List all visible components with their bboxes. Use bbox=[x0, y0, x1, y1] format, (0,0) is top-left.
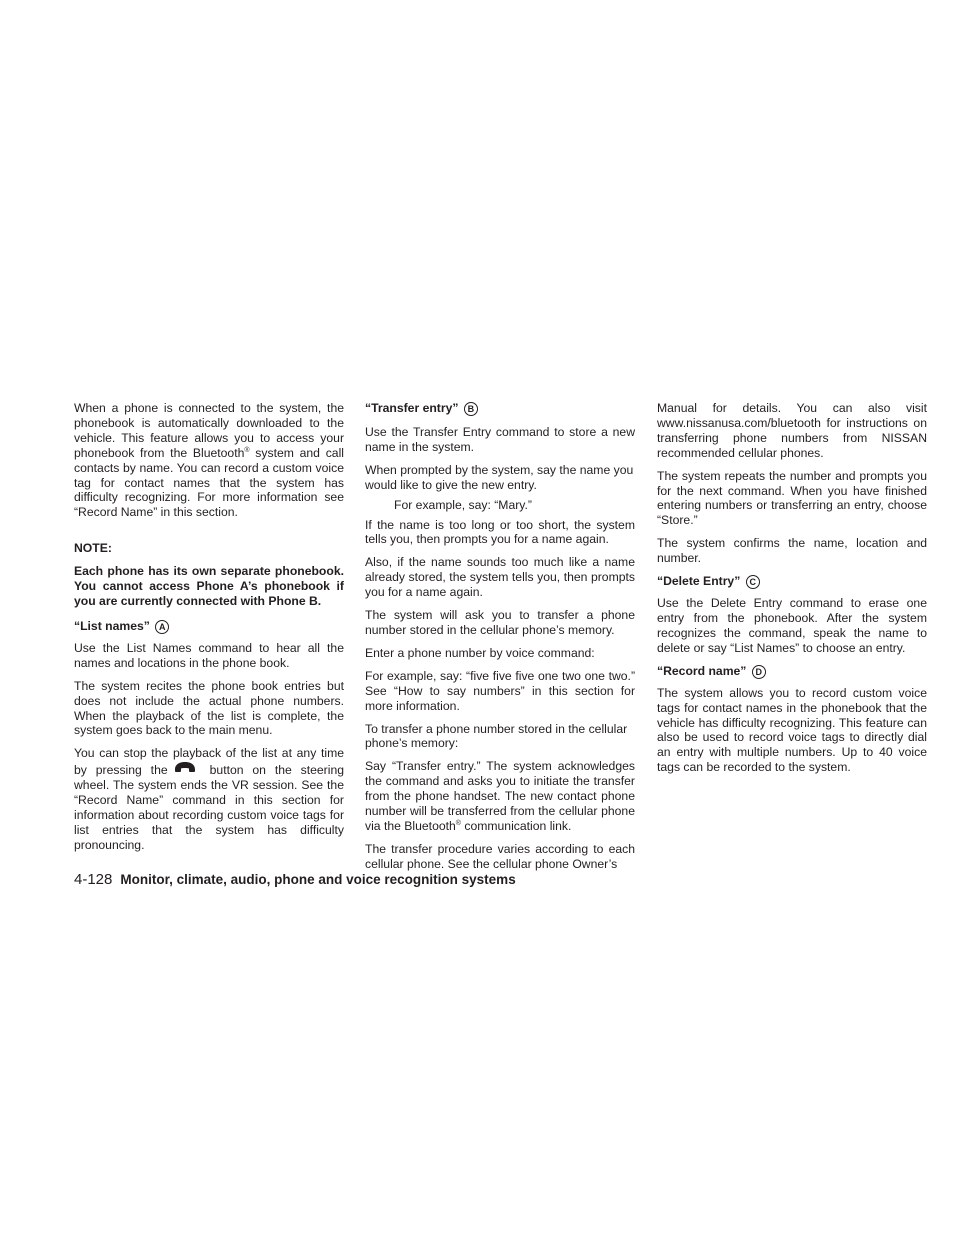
column-middle bbox=[365, 401, 635, 880]
list-names-paragraph-1: Use the List Names command to hear all the names and locations in the phone book. bbox=[74, 640, 344, 670]
record-paragraph: The system allows you to record custom voice tags for contact names in the phonebook that the vehicle has difficulty recognizing. This feature can also be used to record voice tags to directly dial an entry with multiple numbers. Up to 40 voice tags can be recorded to the system. bbox=[657, 685, 927, 775]
callout-a-badge: A bbox=[155, 620, 169, 634]
transfer-paragraph-8: For example, say: “five five five one two one two.” See “How to say numbers” in this section for more information. bbox=[365, 668, 635, 713]
transfer-paragraph-11: The transfer procedure varies according to each cellular phone. See the cellular phone Owner’s bbox=[365, 841, 635, 871]
note-label: NOTE: bbox=[74, 541, 112, 556]
note-text: Each phone has its own separate phonebook. You cannot access Phone A’s phonebook if you are currently connected with Phone B. bbox=[74, 564, 344, 608]
delete-paragraph: Use the Delete Entry command to erase one entry from the phonebook. After the system recognizes the command, speak the name to delete or say “List Names” to choose an entry. bbox=[657, 596, 927, 655]
registered-mark: ® bbox=[244, 446, 250, 454]
transfer-paragraph-5: Also, if the name sounds too much like a name already stored, the system tells you, then prompts you for a name again. bbox=[365, 555, 635, 600]
transfer-paragraph-6: The system will ask you to transfer a phone number stored in the cellular phone’s memory. bbox=[365, 608, 635, 637]
phone-hangup-icon bbox=[174, 761, 196, 773]
callout-d-badge: D bbox=[752, 665, 766, 679]
list-names-paragraph-2: The system recites the phone book entries but does not include the actual phone numbers. When the playback of the list is complete, the system goes back to the main menu. bbox=[74, 678, 344, 738]
transfer-paragraph-9: To transfer a phone number stored in the cellular phone’s memory: bbox=[365, 721, 628, 751]
transfer-paragraph-2: When prompted by the system, say the name you would like to give the new entry. bbox=[365, 462, 634, 492]
column-right bbox=[657, 401, 927, 783]
transfer-entry-heading: “Transfer entry” B bbox=[365, 401, 635, 416]
callout-b-badge: B bbox=[464, 402, 478, 416]
page-footer bbox=[74, 871, 934, 889]
intro-paragraph: When a phone is connected to the system, the phonebook is automatically downloaded to the vehicle. This feature allows you to access your phonebook from the Bluetooth® system and call contacts by name. You can record a custom voice tag for contact names that the system has difficulty recognizing. For more information see “Record Name” in this section. bbox=[74, 401, 344, 520]
record-name-heading: “Record name” D bbox=[657, 664, 927, 679]
delete-entry-heading: “Delete Entry” C bbox=[657, 574, 927, 589]
transfer-paragraph-7: Enter a phone number by voice command: bbox=[365, 645, 595, 660]
column-left bbox=[74, 401, 344, 861]
transfer-paragraph-1: Use the Transfer Entry command to store a new name in the system. bbox=[365, 425, 635, 454]
callout-c-badge: C bbox=[746, 575, 760, 589]
repeat-paragraph: The system repeats the number and prompts you for the next command. When you have finished entering numbers or transferring an entry, choose “Store.” bbox=[657, 468, 927, 528]
manual-paragraph: Manual for details. You can also visit www.nissanusa.com/bluetooth for instructions on transferring phone numbers from NISSAN recommended cellular phones. bbox=[657, 401, 927, 460]
page-number: 4-128 bbox=[74, 871, 113, 888]
list-names-paragraph-3: You can stop the playback of the list at any time by pressing the button on the steering wheel. The system ends the VR session. See the “Record Name” command in this section for information about recording custom voice tags for list entries that the system has difficulty pronouncing. bbox=[74, 746, 345, 852]
transfer-paragraph-4: If the name is too long or too short, the system tells you, then prompts you for a name again. bbox=[365, 517, 635, 547]
section-title: Monitor, climate, audio, phone and voice recognition systems bbox=[120, 872, 516, 887]
transfer-example-mary: For example, say: “Mary.” bbox=[394, 497, 532, 512]
confirm-paragraph: The system confirms the name, location and number. bbox=[657, 536, 927, 566]
list-names-heading: “List names” A bbox=[74, 619, 344, 634]
transfer-paragraph-10: Say “Transfer entry.” The system acknowledges the command and asks you to initiate the transfer from the phone handset. The new contact phone number will be transferred from the cellular phone via the Bluetooth® communication link. bbox=[365, 759, 635, 833]
registered-mark: ® bbox=[455, 819, 461, 827]
